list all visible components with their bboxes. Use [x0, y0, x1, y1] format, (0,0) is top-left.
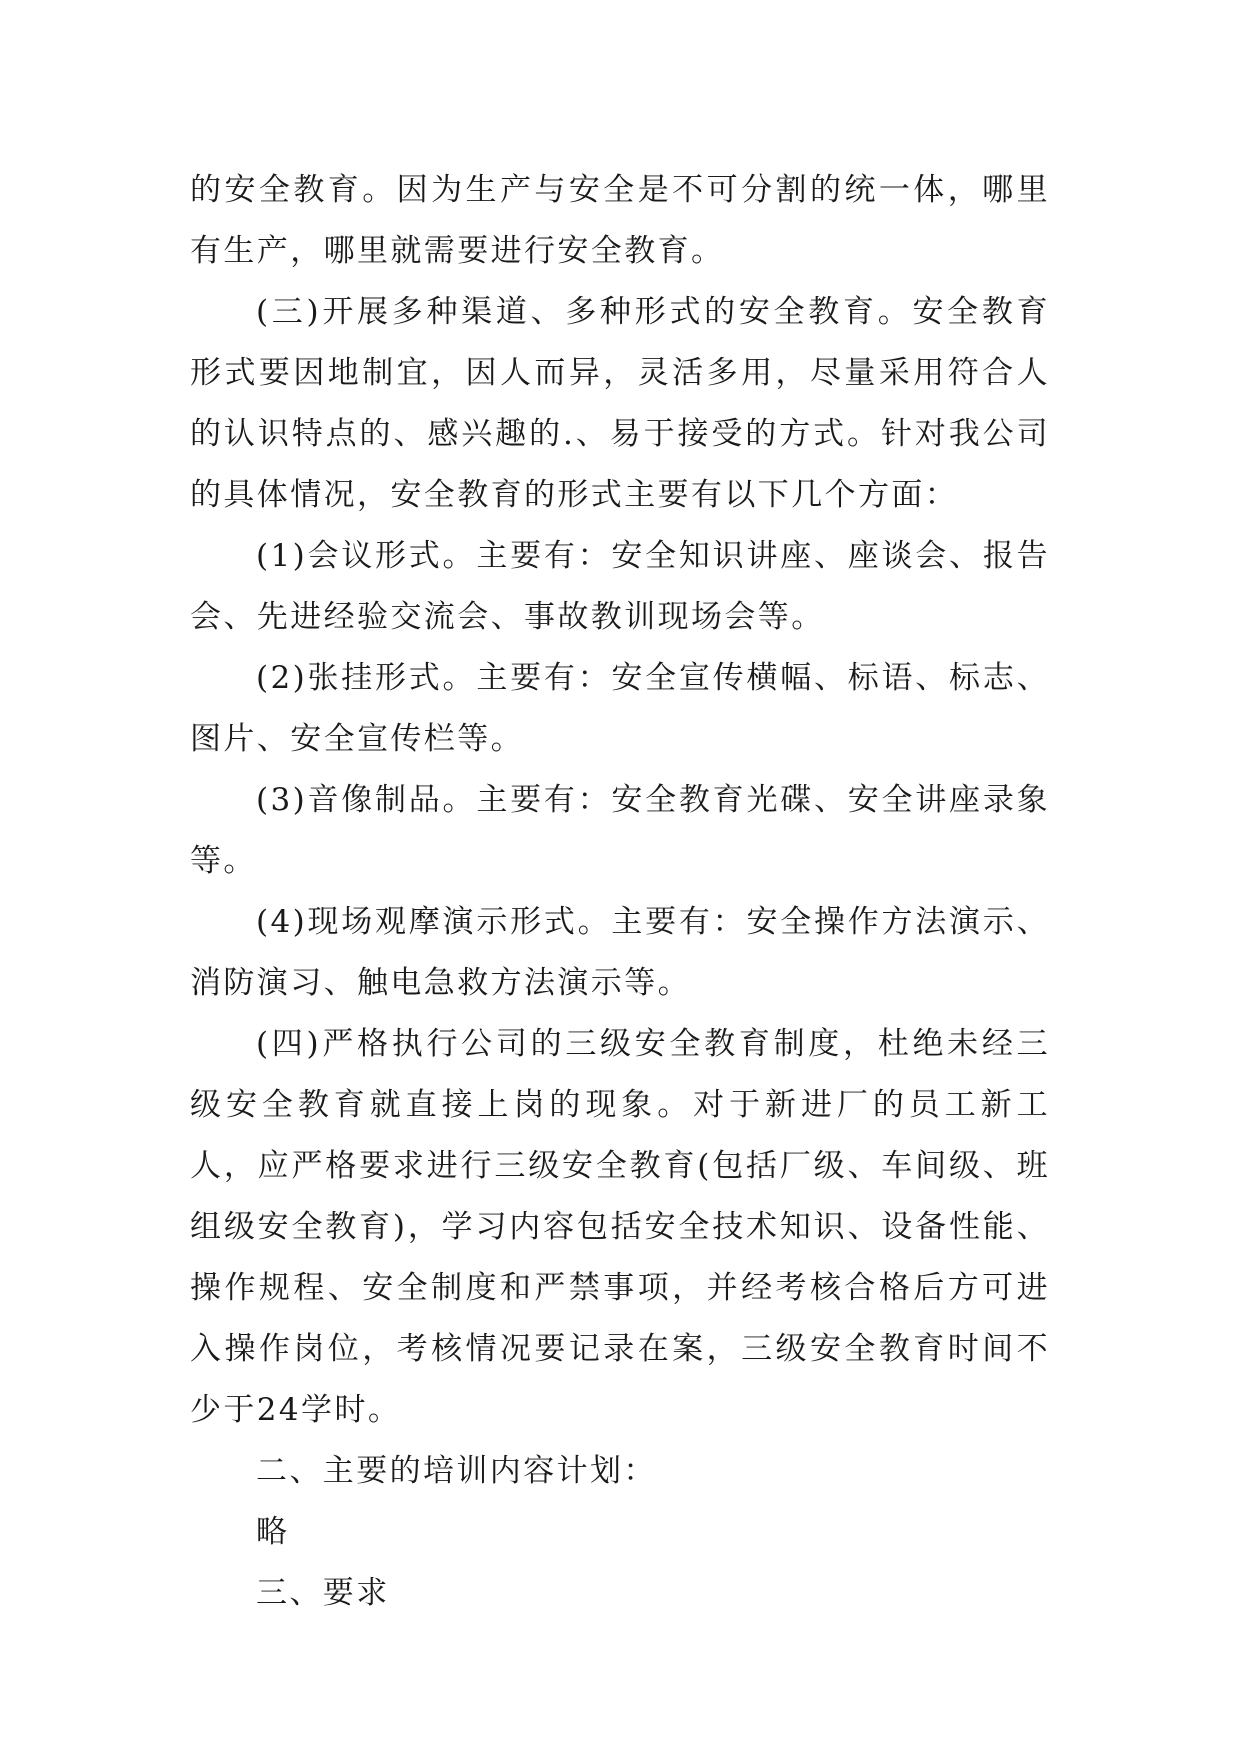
paragraph-item-4-demonstration: (4)现场观摩演示形式。主要有：安全操作方法演示、消防演习、触电急救方法演示等。 — [190, 904, 1050, 1001]
paragraph-item-3-audiovisual: (3)音像制品。主要有：安全教育光碟、安全讲座录象等。 — [190, 782, 1050, 879]
paragraph-continuation: 的安全教育。因为生产与安全是不可分割的统一体，哪里有生产，哪里就需要进行安全教育。 — [190, 172, 1050, 269]
paragraph-omitted: 略 — [256, 1514, 290, 1550]
document-body — [190, 160, 1050, 1624]
paragraph-section-four: (四)严格执行公司的三级安全教育制度，杜绝未经三级安全教育就直接上岗的现象。对于新进厂的员工新工人，应严格要求进行三级安全教育(包括厂级、车间级、班组级安全教育)，学习内容包括安全技术知识、设备性能、操作规程、安全制度和严禁事项，并经考核合格后方可进入操作岗位，考核情况要记录在案，三级安全教育时间不少于24学时。 — [190, 1026, 1050, 1428]
paragraph-section-three: (三)开展多种渠道、多种形式的安全教育。安全教育形式要因地制宜，因人而异，灵活多用，尽量采用符合人的认识特点的、感兴趣的.、易于接受的方式。针对我公司的具体情况，安全教育的形式主要有以下几个方面： — [190, 294, 1050, 513]
paragraph-item-2-posters: (2)张挂形式。主要有：安全宣传横幅、标语、标志、图片、安全宣传栏等。 — [190, 660, 1050, 757]
heading-training-plan: 二、主要的培训内容计划： — [256, 1453, 657, 1489]
paragraph-item-1-meetings: (1)会议形式。主要有：安全知识讲座、座谈会、报告会、先进经验交流会、事故教训现场会等。 — [190, 538, 1050, 635]
heading-requirements: 三、要求 — [256, 1575, 390, 1611]
